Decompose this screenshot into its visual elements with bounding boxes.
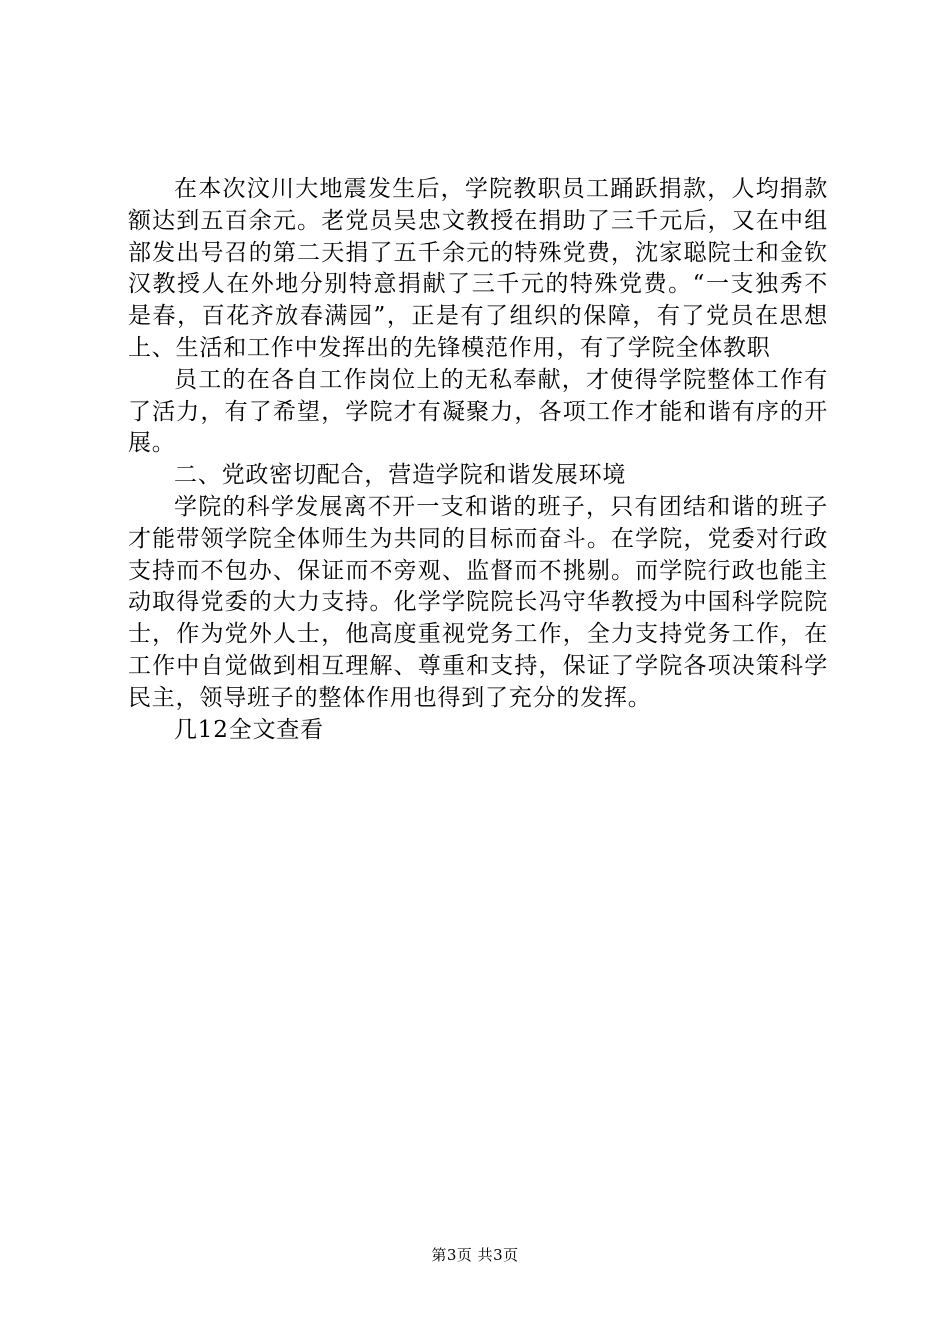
paragraph-leadership: 学院的科学发展离不开一支和谐的班子，只有团结和谐的班子才能带领学院全体师生为共同的目标而奋斗。在学院，党委对行政支持而不包办、保证而不旁观、监督而不挑剔。而学院行政也能主动取得党委的大力支持。化学学院院长冯守华教授为中国科学院院士，作为党外人士，他高度重视党务工作，全力支持党务工作，在工作中自觉做到相互理解、尊重和支持，保证了学院各项决策科学民主，领导班子的整体作用也得到了充分的发挥。 xyxy=(128,493,828,711)
paragraph-dedication: 员工的在各自工作岗位上的无私奉献，才使得学院整体工作有了活力，有了希望，学院才有凝聚力，各项工作才能和谐有序的开展。 xyxy=(128,366,828,457)
page-footer: 第3页 共3页 xyxy=(431,1246,519,1264)
document-body xyxy=(128,174,828,746)
paragraph-donation: 在本次汶川大地震发生后，学院教职员工踊跃捐款，人均捐款额达到五百余元。老党员吴忠文教授在捐助了三千元后，又在中组部发出号召的第二天捐了五千余元的特殊党费，沈家聪院士和金钦汉教授人在外地分别特意捐献了三千元的特殊党费。“一支独秀不是春，百花齐放春满园”，正是有了组织的保障，有了党员在思想上、生活和工作中发挥出的先锋模范作用，有了学院全体教职 xyxy=(128,176,828,361)
view-full-text-link[interactable]: 几12全文查看 xyxy=(174,716,324,743)
section-heading: 二、党政密切配合，营造学院和谐发展环境 xyxy=(174,462,627,489)
